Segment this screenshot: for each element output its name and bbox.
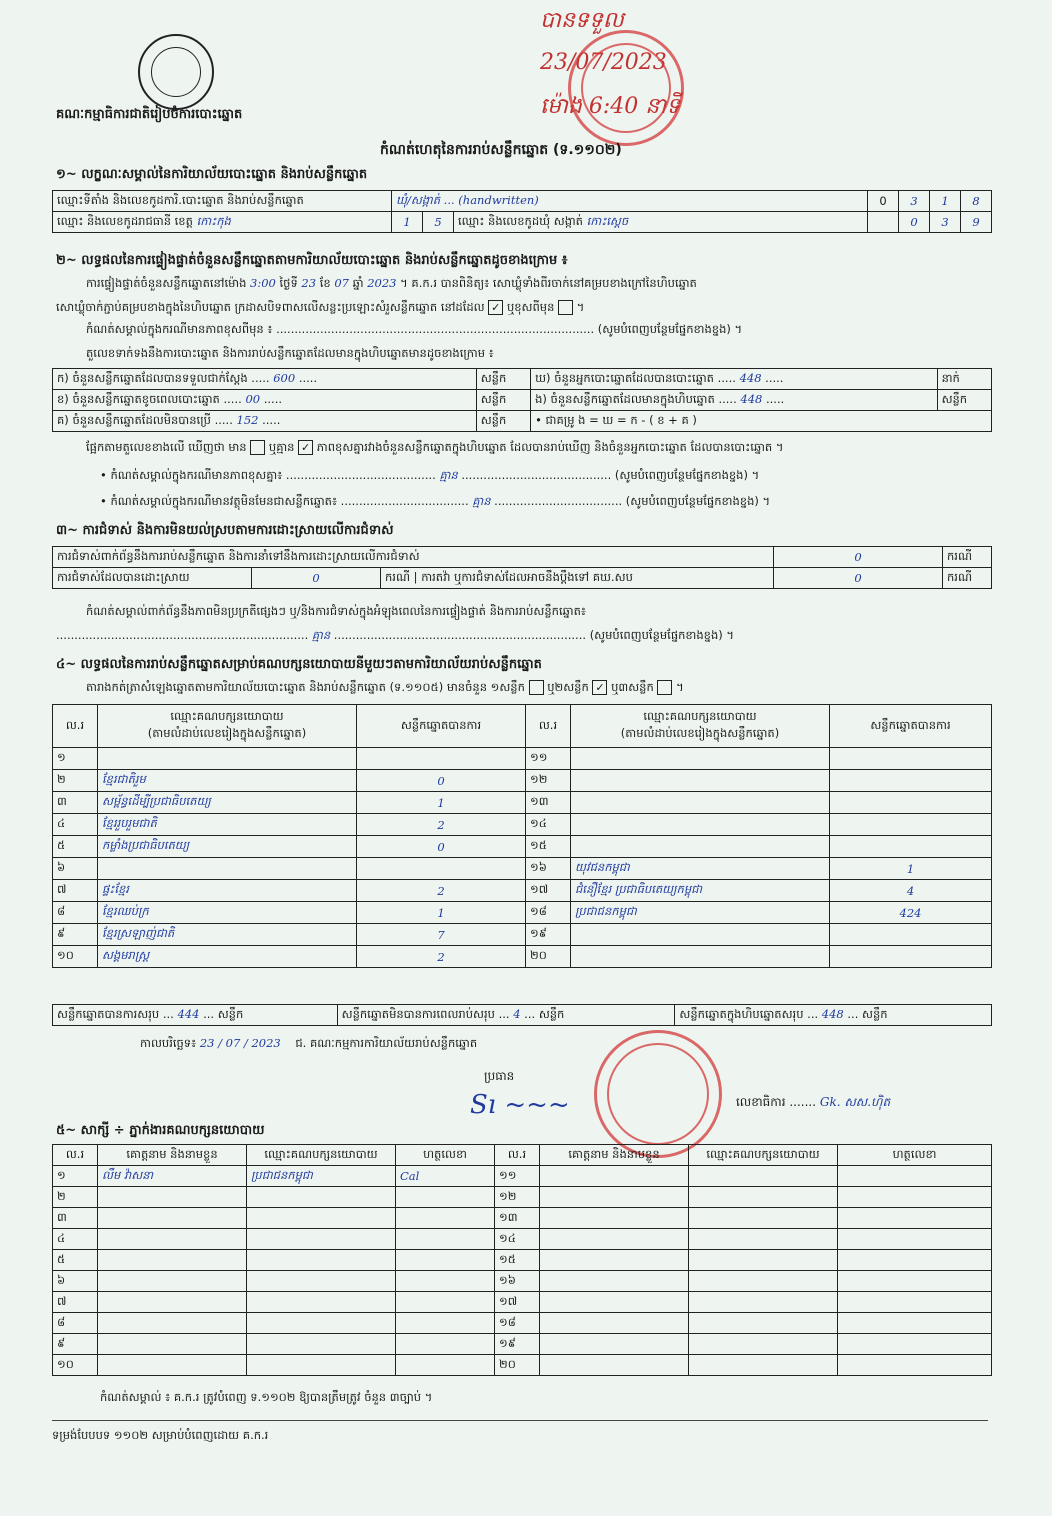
witness-party — [689, 1292, 838, 1313]
witness-name — [98, 1313, 247, 1334]
col-party: ឈ្មោះគណបក្សនយោបាយ — [247, 1145, 396, 1166]
witness-no: ១៨ — [495, 1313, 540, 1334]
witness-party — [247, 1334, 396, 1355]
col-name: គោត្តនាម និងនាមខ្លួន — [98, 1145, 247, 1166]
witness-no: ១៥ — [495, 1250, 540, 1271]
three-sheet-checkbox[interactable] — [657, 680, 672, 695]
objections-table — [52, 546, 992, 589]
witness-name — [98, 1355, 247, 1376]
witness-no: ១២ — [495, 1187, 540, 1208]
witness-sign — [396, 1355, 495, 1376]
table-row — [53, 858, 992, 880]
fig-c: គ) ចំនួនសន្លឹកឆ្នោតដែលមិនបានប្រើ ..... 152 ..... — [53, 411, 477, 432]
table-row — [53, 1229, 992, 1250]
unit: ករណី — [943, 568, 992, 589]
result-no: ១៧ — [526, 880, 571, 902]
witness-sign — [838, 1292, 992, 1313]
table-row — [53, 770, 992, 792]
obj-label: ការជំទាស់ពាក់ព័ន្ធនឹងការរាប់សន្លឹកឆ្នោត និងការនាំទៅនឹងការដោះស្រាយលើការជំទាស់ — [53, 547, 774, 568]
total-valid: សន្លឹកឆ្នោតបានការសរុប ... 444 ... សន្លឹក — [53, 1005, 338, 1026]
chair-signature: Sı ~~~ — [470, 1090, 570, 1120]
unit: សន្លឹក — [476, 411, 530, 432]
witness-party — [247, 1313, 396, 1334]
witness-no: ១៦ — [495, 1271, 540, 1292]
obj-value: 0 — [774, 547, 943, 568]
witness-no: ៣ — [53, 1208, 98, 1229]
witness-party — [689, 1355, 838, 1376]
result-no: ៥ — [53, 836, 98, 858]
resolved-label: ការជំទាស់ដែលបានដោះស្រាយ — [53, 568, 252, 589]
location-value: ឃុំ/សង្កាត់ ... (handwritten) — [392, 191, 868, 212]
witness-sign — [396, 1229, 495, 1250]
witness-sign — [838, 1355, 992, 1376]
col-votes: សន្លឹកឆ្នោតបានការ — [830, 705, 992, 748]
witness-name — [540, 1334, 689, 1355]
result-no: ១៤ — [526, 814, 571, 836]
result-party — [571, 770, 830, 792]
seal-line: សោឃ្លុំចាក់ភ្ជាប់គម្របខាងក្នុងនៃហិបឆ្នោត ក្រដាសបិទពាសលើសន្លះប្រឡោះសំរួសន្លឹកឆ្នោត នៅដដែល ✓ ឬខុសពីមុន ។ — [56, 300, 585, 314]
col-party: ឈ្មោះគណបក្សនយោបាយ — [689, 1145, 838, 1166]
witness-sign — [838, 1166, 992, 1187]
witness-name — [98, 1208, 247, 1229]
emblem-icon — [138, 34, 214, 110]
result-votes: 1 — [830, 858, 992, 880]
witness-name — [540, 1208, 689, 1229]
date-value: 23 / 07 / 2023 — [199, 1036, 281, 1050]
org-label: ជ. គណៈកម្មការការិយាល័យរាប់សន្លឹកឆ្នោត — [295, 1036, 478, 1050]
code-digit: 3 — [899, 191, 930, 212]
result-party: ខ្មែរស្រឡាញ់ជាតិ — [98, 924, 357, 946]
closing-note: កំណត់សម្គាល់ ៖ គ.ក.រ ត្រូវបំពេញ ទ.១១០២ ឱ្យបានត្រឹមត្រូវ ចំនួន ៣ច្បាប់ ។ — [100, 1390, 433, 1404]
code-digit: 0 — [899, 212, 930, 233]
result-party: សង្គមរាស្ត្រ — [98, 946, 357, 968]
result-votes: 1 — [357, 902, 526, 924]
witness-no: ២ — [53, 1187, 98, 1208]
result-votes — [830, 770, 992, 792]
witness-name — [98, 1334, 247, 1355]
witness-name — [540, 1166, 689, 1187]
witness-no: ១៧ — [495, 1292, 540, 1313]
witness-party — [689, 1229, 838, 1250]
witness-sign — [396, 1313, 495, 1334]
result-votes: 4 — [830, 880, 992, 902]
result-votes: 1 — [357, 792, 526, 814]
witness-name — [98, 1250, 247, 1271]
code-digit: 9 — [961, 212, 992, 233]
one-sheet-checkbox[interactable] — [529, 680, 544, 695]
col-no: ល.រ — [526, 705, 571, 748]
unit: ករណី — [943, 547, 992, 568]
result-no: ១៨ — [526, 902, 571, 924]
section-2-heading: ២~ លទ្ធផលនៃការផ្ទៀងផ្ទាត់ចំនួនសន្លឹកឆ្នោតតាមការិយាល័យបោះឆ្នោត និងរាប់សន្លឹកឆ្នោតដូចខាងក្រោម ៖ — [56, 253, 568, 268]
witness-party — [689, 1313, 838, 1334]
result-no: ១៣ — [526, 792, 571, 814]
col-sign: ហត្ថលេខា — [396, 1145, 495, 1166]
witness-party — [247, 1355, 396, 1376]
witness-name — [98, 1292, 247, 1313]
result-no: ៩ — [53, 924, 98, 946]
section-5-heading: ៥~ សាក្សី ÷ ភ្នាក់ងារគណបក្សនយោបាយ — [56, 1123, 265, 1138]
table-row — [53, 1187, 992, 1208]
formula: • ជាគម្រូ ង = ឃ = ក - ( ខ + គ ) — [531, 411, 992, 432]
result-votes — [830, 792, 992, 814]
col-name: គោត្តនាម និងនាមខ្លួន — [540, 1145, 689, 1166]
result-party: ប្រជាជនកម្ពុជា — [571, 902, 830, 924]
discrepancy-line: ផ្អែកតាមតួលេខខាងលើ ឃើញថា មាន ឬគ្មាន ✓ ភាពខុសគ្នារវាងចំនួនសន្លឹកឆ្នោតក្នុងហិបឆ្នោត ដែលបានរាប់ឃើញ និងចំនួនអ្នកបោះឆ្នោត ដែលបានបោះឆ្នោត ។ — [86, 440, 784, 454]
witness-table — [52, 1144, 992, 1376]
result-party: ផ្ទះខ្មែរ — [98, 880, 357, 902]
result-party: ខ្មែរឈប់ក្រ — [98, 902, 357, 924]
witness-no: ១១ — [495, 1166, 540, 1187]
sheets-line: តារាងកត់ត្រាសំឡេងឆ្នោតតាមការិយាល័យបោះឆ្នោត និងរាប់សន្លឹកឆ្នោត (ទ.១១០៥) មានចំនួន ១សន្លឹក ឬ២សន្លឹក ✓ ឬ៣សន្លឹក ។ — [86, 680, 684, 694]
code-digit: 8 — [961, 191, 992, 212]
result-votes: 2 — [357, 880, 526, 902]
witness-name — [540, 1229, 689, 1250]
section-1-heading: ១~ លក្ខណៈសម្គាល់នៃការិយាល័យបោះឆ្នោត និងរាប់សន្លឹកឆ្នោត — [56, 167, 368, 182]
witness-sign — [838, 1187, 992, 1208]
note-diff: • កំណត់សម្គាល់ក្នុងករណីមានភាពខុសគ្នា៖ ......................................... គ្មាន ......................................... (សូមបំពេញបន្ថែមផ្នែកខាងខ្នង) ។ — [100, 468, 760, 482]
table-row — [53, 748, 992, 770]
result-votes: 2 — [357, 814, 526, 836]
figures-table — [52, 368, 992, 432]
witness-name — [98, 1229, 247, 1250]
col-no: ល.រ — [53, 705, 98, 748]
result-votes — [830, 946, 992, 968]
official-stamp-bottom — [594, 1030, 722, 1158]
figures-intro: តួលេខទាក់ទងនឹងការបោះឆ្នោត និងការរាប់សន្លឹកឆ្នោតដែលមានក្នុងហិបឆ្នោតមានដូចខាងក្រោម ៖ — [86, 346, 494, 360]
result-no: ២ — [53, 770, 98, 792]
result-party — [571, 924, 830, 946]
witness-no: ៥ — [53, 1250, 98, 1271]
witness-no: ១ — [53, 1166, 98, 1187]
witness-party — [689, 1271, 838, 1292]
result-no: ១៩ — [526, 924, 571, 946]
committee-name: គណៈកម្មាធិការជាតិរៀបចំការបោះឆ្នោត — [56, 107, 243, 122]
witness-name — [540, 1187, 689, 1208]
unit: នាក់ — [937, 369, 991, 390]
table-row — [53, 1250, 992, 1271]
witness-no: ១០ — [53, 1355, 98, 1376]
col-sign: ហត្ថលេខា — [838, 1145, 992, 1166]
check-time: 3:00 — [250, 276, 276, 290]
witness-name — [540, 1271, 689, 1292]
witness-sign — [838, 1208, 992, 1229]
witness-name — [540, 1250, 689, 1271]
result-party — [571, 748, 830, 770]
table-row — [53, 1334, 992, 1355]
witness-no: ៩ — [53, 1334, 98, 1355]
date-line: កាលបរិច្ឆេទ៖ 23 / 07 / 2023 ជ. គណៈកម្មការការិយាល័យរាប់សន្លឹកឆ្នោត — [140, 1036, 478, 1050]
result-party: សម្ព័ន្ធដើម្បីប្រជាធិបតេយ្យ — [98, 792, 357, 814]
witness-sign — [838, 1229, 992, 1250]
results-table — [52, 704, 992, 968]
witness-name — [98, 1187, 247, 1208]
witness-party — [247, 1271, 396, 1292]
table-row — [53, 1166, 992, 1187]
col-party: ឈ្មោះគណបក្សនយោបាយ (តាមលំដាប់លេខរៀងក្នុងសន្លឹកឆ្នោត) — [571, 705, 830, 748]
table-row — [53, 1292, 992, 1313]
result-votes — [830, 814, 992, 836]
witness-party — [247, 1250, 396, 1271]
footer-divider — [52, 1420, 988, 1421]
witness-party — [689, 1166, 838, 1187]
result-votes — [830, 836, 992, 858]
no-diff-checkbox[interactable]: ✓ — [298, 440, 313, 455]
result-party: ខ្មែរជាតិរួម — [98, 770, 357, 792]
result-no: ៧ — [53, 880, 98, 902]
check-year: 2023 — [367, 276, 397, 290]
col-no: ល.រ — [53, 1145, 98, 1166]
secretary-label: លេខាធិការ ....... Gk. សស.ហ៊ិត — [736, 1095, 891, 1109]
witness-sign — [396, 1292, 495, 1313]
witness-sign — [396, 1271, 495, 1292]
result-no: ១៥ — [526, 836, 571, 858]
code-digit: 0 — [868, 191, 899, 212]
table-row — [53, 814, 992, 836]
result-no: ៤ — [53, 814, 98, 836]
received-date: 23/07/2023 — [540, 50, 667, 75]
result-votes: 424 — [830, 902, 992, 924]
secretary-signature: Gk. សស.ហ៊ិត — [819, 1095, 891, 1109]
received-no: បានទទួល — [540, 8, 624, 33]
result-votes — [830, 748, 992, 770]
result-party — [571, 814, 830, 836]
witness-party: ប្រជាជនកម្ពុជា — [247, 1166, 396, 1187]
witness-no: ៤ — [53, 1229, 98, 1250]
section-3-heading: ៣~ ការជំទាស់ និងការមិនយល់ស្របតាមការដោះស្រាយលើការជំទាស់ — [56, 523, 394, 538]
result-party — [98, 748, 357, 770]
result-votes — [357, 858, 526, 880]
code-digit: 3 — [930, 212, 961, 233]
result-no: ២០ — [526, 946, 571, 968]
result-party — [571, 836, 830, 858]
witness-party — [689, 1187, 838, 1208]
note-objects: • កំណត់សម្គាល់ក្នុងករណីមានវត្ថុមិនមែនជាសន្លឹកឆ្នោត៖ ................................... គ្មាន ................................... (សូមបំពេញបន្ថែមផ្នែកខាងខ្នង) ។ — [100, 494, 771, 508]
unchanged-checkbox[interactable]: ✓ — [488, 300, 503, 315]
witness-sign — [838, 1271, 992, 1292]
witness-no: ២០ — [495, 1355, 540, 1376]
result-no: ១៦ — [526, 858, 571, 880]
result-no: ១០ — [53, 946, 98, 968]
witness-name — [98, 1271, 247, 1292]
form-footer: ទម្រង់បែបបទ ១១០២ សម្រាប់បំពេញដោយ គ.ក.រ — [52, 1428, 269, 1442]
witness-no: ៧ — [53, 1292, 98, 1313]
result-party: យុវជនកម្ពុជា — [571, 858, 830, 880]
section-1-table — [52, 190, 992, 233]
result-party — [98, 858, 357, 880]
table-row — [53, 946, 992, 968]
table-row — [53, 1355, 992, 1376]
result-party: កម្លាំងប្រជាធិបតេយ្យ — [98, 836, 357, 858]
result-votes: 2 — [357, 946, 526, 968]
witness-no: ១៣ — [495, 1208, 540, 1229]
witness-sign — [396, 1250, 495, 1271]
totals-table — [52, 1004, 992, 1026]
resolved-value: 0 — [252, 568, 381, 589]
unit: សន្លឹក — [937, 390, 991, 411]
witness-sign: Cal — [396, 1166, 495, 1187]
witness-party — [247, 1208, 396, 1229]
fig-e: ង) ចំនួនសន្លឹកឆ្នោតដែលមានក្នុងហិបឆ្នោត ..... 448 ..... — [531, 390, 937, 411]
commune-value: កោះស្ដេច — [586, 213, 629, 228]
note-changed: កំណត់សម្គាល់ក្នុងករណីមានភាពខុសពីមុន ៖ ....................................................................................... (សូមបំពេញបន្ថែមផ្នែកខាងខ្នង) ។ — [86, 322, 743, 336]
result-no: ៨ — [53, 902, 98, 924]
received-time: ម៉ោង 6:40 នាទី — [540, 94, 681, 119]
official-stamp-top — [568, 30, 684, 146]
witness-no: ១៤ — [495, 1229, 540, 1250]
witness-sign — [838, 1334, 992, 1355]
result-no: ៦ — [53, 858, 98, 880]
witness-name — [540, 1292, 689, 1313]
two-sheet-checkbox[interactable]: ✓ — [592, 680, 607, 695]
result-no: ១ — [53, 748, 98, 770]
location-label: ឈ្មោះទីតាំង និងលេខកូដការិ.បោះឆ្នោត និងរាប់សន្លឹកឆ្នោត — [53, 191, 392, 212]
table-row — [53, 1208, 992, 1229]
result-no: ៣ — [53, 792, 98, 814]
appeal-label: ករណី | ការតវ៉ា ឬការជំទាស់ដែលអាចនឹងប្ដឹងទៅ គឃ.សប — [381, 568, 774, 589]
result-votes — [357, 748, 526, 770]
witness-no: ៨ — [53, 1313, 98, 1334]
witness-party — [247, 1229, 396, 1250]
table-row — [53, 924, 992, 946]
witness-party — [689, 1208, 838, 1229]
code-digit: 1 — [930, 191, 961, 212]
appeal-value: 0 — [774, 568, 943, 589]
section-4-heading: ៤~ លទ្ធផលនៃការរាប់សន្លឹកឆ្នោតសម្រាប់គណបក្សនយោបាយនីមួយៗតាមការិយាល័យរាប់សន្លឹកឆ្នោត — [56, 657, 542, 672]
code-digit: 1 — [392, 212, 423, 233]
witness-name — [540, 1355, 689, 1376]
result-votes: 7 — [357, 924, 526, 946]
witness-party — [247, 1187, 396, 1208]
table-row — [53, 1313, 992, 1334]
witness-sign — [396, 1208, 495, 1229]
result-votes: 0 — [357, 836, 526, 858]
changed-checkbox[interactable] — [558, 300, 573, 315]
province-value: កោះកុង — [196, 213, 231, 228]
result-party: ខ្មែររួបរួមជាតិ — [98, 814, 357, 836]
witness-name — [540, 1313, 689, 1334]
code-digit: 5 — [423, 212, 454, 233]
col-party: ឈ្មោះគណបក្សនយោបាយ (តាមលំដាប់លេខរៀងក្នុងសន្លឹកឆ្នោត) — [98, 705, 357, 748]
chair-label: ប្រធាន — [484, 1069, 515, 1083]
witness-party — [689, 1334, 838, 1355]
fig-d: ឃ) ចំនួនអ្នកបោះឆ្នោតដែលបានបោះឆ្នោត ..... 448 ..... — [531, 369, 937, 390]
witness-sign — [838, 1250, 992, 1271]
total-invalid: សន្លឹកឆ្នោតមិនបានការពេលរាប់សរុប ... 4 ... សន្លឹក — [337, 1005, 675, 1026]
result-votes: 0 — [357, 770, 526, 792]
table-row — [53, 902, 992, 924]
result-party — [571, 792, 830, 814]
form-title: កំណត់ហេតុនៃការរាប់សន្លឹកឆ្នោត (ទ.១១០២) — [380, 142, 622, 158]
table-row — [53, 792, 992, 814]
table-row — [53, 836, 992, 858]
witness-no: ៦ — [53, 1271, 98, 1292]
result-no: ១១ — [526, 748, 571, 770]
result-party — [571, 946, 830, 968]
unit: សន្លឹក — [476, 369, 530, 390]
witness-sign — [838, 1313, 992, 1334]
province-label: ឈ្មោះ និងលេខកូដរាជធានី ខេត្ត កោះកុង — [53, 212, 392, 233]
witness-name: លឹម វ៉ាសនា — [98, 1166, 247, 1187]
result-no: ១២ — [526, 770, 571, 792]
table-row — [53, 880, 992, 902]
result-votes — [830, 924, 992, 946]
check-day: 23 — [301, 276, 317, 290]
irregularity-note: កំណត់សម្គាល់ពាក់ព័ន្ធនឹងភាពមិនប្រក្រតីផ្សេងៗ ឬ/និងការជំទាស់ក្នុងអំឡុងពេលនៃការផ្ទៀងផ្ទាត់ និងការរាប់សន្លឹកឆ្នោត៖ — [86, 604, 586, 618]
witness-no: ១៩ — [495, 1334, 540, 1355]
irregularity-value-line: ..................................................................... គ្មាន ..................................................................... (សូមបំពេញបន្ថែមផ្នែកខាងខ្នង) ។ — [56, 628, 734, 642]
col-votes: សន្លឹកឆ្នោតបានការ — [357, 705, 526, 748]
result-party: ជំនឿខ្មែរ ប្រជាធិបតេយ្យកម្ពុជា — [571, 880, 830, 902]
unit: សន្លឹក — [476, 390, 530, 411]
has-diff-checkbox[interactable] — [250, 440, 265, 455]
fig-b: ខ) ចំនួនសន្លឹកឆ្នោតខូចពេលបោះឆ្នោត ..... 00 ..... — [53, 390, 477, 411]
witness-sign — [396, 1334, 495, 1355]
col-no: ល.រ — [495, 1145, 540, 1166]
witness-party — [689, 1250, 838, 1271]
check-time-line: ការផ្ទៀងផ្ទាត់ចំនួនសន្លឹកឆ្នោតនៅម៉ោង 3:00 ថ្ងៃទី 23 ខែ 07 ឆ្នាំ 2023 ។ គ.ក.រ បានពិនិត្យ៖ សោឃ្លុំទាំងពីរចាក់នៅគម្របខាងក្រៅនៃហិបឆ្នោត — [86, 276, 697, 290]
witness-sign — [396, 1187, 495, 1208]
table-row — [53, 1271, 992, 1292]
fig-a: ក) ចំនួនសន្លឹកឆ្នោតដែលបានទទួលជាក់ស្ដែង ..... 600 ..... — [53, 369, 477, 390]
total-box: សន្លឹកឆ្នោតក្នុងហិបឆ្នោតសរុប ... 448 ... សន្លឹក — [675, 1005, 992, 1026]
commune-label: ឈ្មោះ និងលេខកូដឃុំ សង្កាត់ កោះស្ដេច — [454, 212, 868, 233]
witness-party — [247, 1292, 396, 1313]
check-month: 07 — [334, 276, 349, 290]
